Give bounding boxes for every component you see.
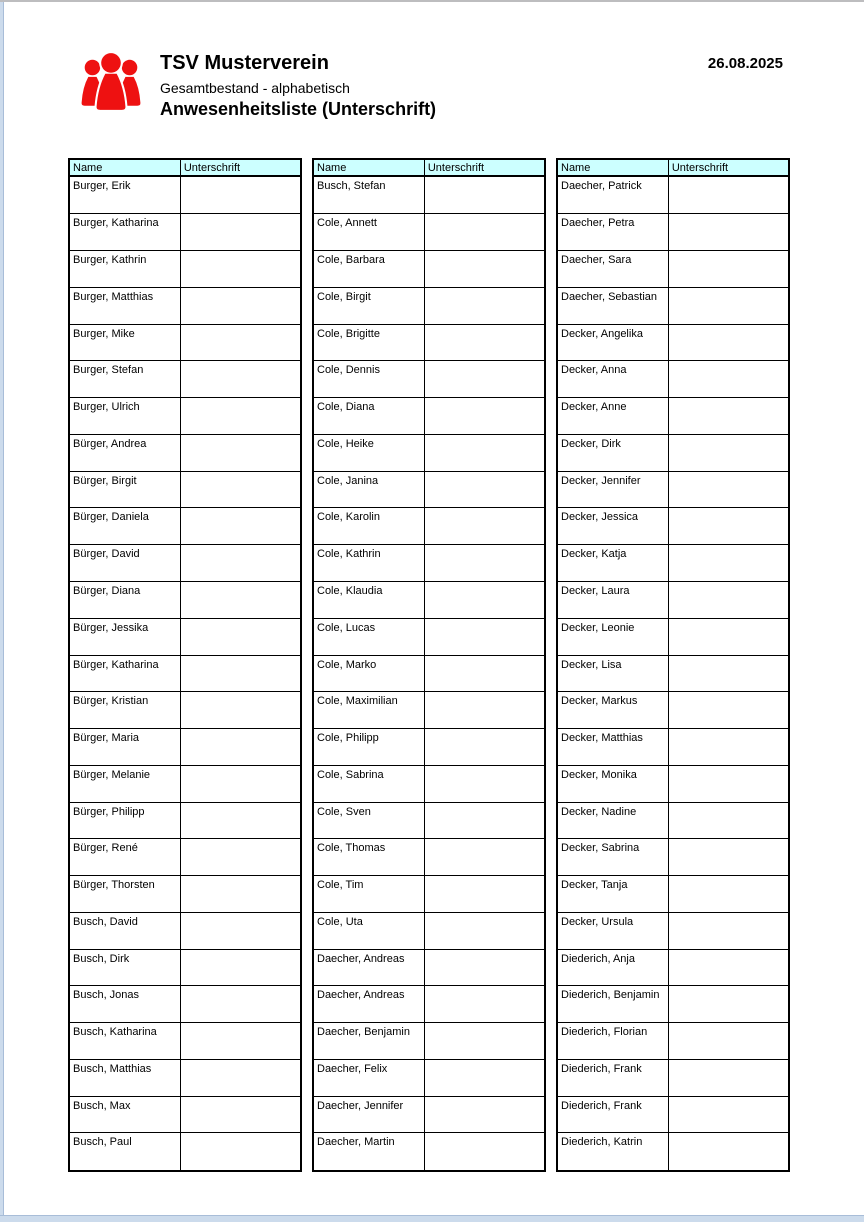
member-name-cell: Decker, Ursula: [557, 912, 668, 949]
member-name-cell: Bürger, Thorsten: [69, 876, 180, 913]
signature-cell: [424, 618, 545, 655]
table-row: [557, 839, 789, 876]
member-name-cell: Cole, Philipp: [313, 729, 424, 766]
member-name-cell: Cole, Karolin: [313, 508, 424, 545]
table-row: [557, 876, 789, 913]
member-name-cell: Bürger, Kristian: [69, 692, 180, 729]
signature-cell: [424, 1096, 545, 1133]
table-row: [313, 729, 545, 766]
member-name-cell: Cole, Barbara: [313, 251, 424, 288]
table-row: [557, 214, 789, 251]
table-row: [69, 1096, 301, 1133]
signature-cell: [668, 949, 789, 986]
table-row: [557, 361, 789, 398]
member-name-cell: Daecher, Benjamin: [313, 1023, 424, 1060]
signature-cell: [424, 765, 545, 802]
table-row: [557, 508, 789, 545]
table-row: [69, 471, 301, 508]
table-row: [557, 949, 789, 986]
member-name-cell: Cole, Diana: [313, 398, 424, 435]
table-row: [313, 802, 545, 839]
member-name-cell: Burger, Matthias: [69, 287, 180, 324]
signature-cell: [424, 508, 545, 545]
signature-cell: [180, 692, 301, 729]
table-row: [313, 655, 545, 692]
table-row: [313, 176, 545, 214]
table-row: [313, 1096, 545, 1133]
member-name-cell: Cole, Annett: [313, 214, 424, 251]
member-name-cell: Burger, Stefan: [69, 361, 180, 398]
table-row: [313, 876, 545, 913]
signature-cell: [424, 582, 545, 619]
member-name-cell: Decker, Nadine: [557, 802, 668, 839]
signature-cell: [180, 618, 301, 655]
signature-cell: [180, 765, 301, 802]
member-name-cell: Decker, Jessica: [557, 508, 668, 545]
member-name-cell: Cole, Tim: [313, 876, 424, 913]
member-name-cell: Busch, Max: [69, 1096, 180, 1133]
table-row: [313, 287, 545, 324]
signature-cell: [668, 251, 789, 288]
table-row: [313, 324, 545, 361]
table-row: [69, 618, 301, 655]
signature-cell: [424, 324, 545, 361]
signature-cell: [424, 214, 545, 251]
signature-cell: [424, 655, 545, 692]
signature-cell: [668, 655, 789, 692]
member-name-cell: Daecher, Petra: [557, 214, 668, 251]
signature-cell: [668, 692, 789, 729]
member-name-cell: Cole, Brigitte: [313, 324, 424, 361]
table-row: [557, 1133, 789, 1171]
signature-cell: [668, 729, 789, 766]
signature-column-header: Unterschrift: [668, 159, 789, 176]
report-subtitle: Gesamtbestand - alphabetisch: [160, 80, 350, 96]
attendance-table: [68, 158, 302, 1172]
member-name-cell: Decker, Leonie: [557, 618, 668, 655]
member-name-cell: Decker, Sabrina: [557, 839, 668, 876]
club-name: TSV Musterverein: [160, 52, 329, 74]
signature-cell: [668, 912, 789, 949]
member-name-cell: Burger, Kathrin: [69, 251, 180, 288]
signature-cell: [668, 1059, 789, 1096]
member-name-cell: Bürger, René: [69, 839, 180, 876]
member-name-cell: Daecher, Sebastian: [557, 287, 668, 324]
table-row: [557, 582, 789, 619]
member-name-cell: Decker, Katja: [557, 545, 668, 582]
member-name-cell: Cole, Marko: [313, 655, 424, 692]
signature-cell: [668, 1133, 789, 1171]
member-name-cell: Busch, Jonas: [69, 986, 180, 1023]
table-row: [69, 839, 301, 876]
signature-cell: [180, 287, 301, 324]
signature-cell: [180, 324, 301, 361]
signature-cell: [180, 176, 301, 214]
table-row: [69, 876, 301, 913]
member-name-cell: Daecher, Felix: [313, 1059, 424, 1096]
member-name-cell: Burger, Katharina: [69, 214, 180, 251]
table-row: [313, 471, 545, 508]
window-top-edge: [0, 0, 864, 2]
table-row: [69, 176, 301, 214]
table-row: [313, 508, 545, 545]
member-name-cell: Bürger, Birgit: [69, 471, 180, 508]
signature-cell: [668, 508, 789, 545]
table-row: [69, 508, 301, 545]
attendance-table: [556, 158, 790, 1172]
signature-cell: [180, 1096, 301, 1133]
signature-cell: [180, 471, 301, 508]
table-header-row: [557, 159, 789, 176]
table-row: [557, 692, 789, 729]
member-name-cell: Cole, Sven: [313, 802, 424, 839]
signature-cell: [424, 839, 545, 876]
signature-cell: [180, 876, 301, 913]
member-name-cell: Burger, Erik: [69, 176, 180, 214]
table-row: [557, 986, 789, 1023]
member-name-cell: Daecher, Patrick: [557, 176, 668, 214]
table-row: [557, 1023, 789, 1060]
table-row: [557, 471, 789, 508]
member-name-cell: Cole, Thomas: [313, 839, 424, 876]
member-name-cell: Cole, Maximilian: [313, 692, 424, 729]
signature-cell: [424, 398, 545, 435]
member-name-cell: Busch, Paul: [69, 1133, 180, 1171]
signature-cell: [180, 361, 301, 398]
member-name-cell: Decker, Matthias: [557, 729, 668, 766]
member-name-cell: Cole, Lucas: [313, 618, 424, 655]
table-row: [69, 287, 301, 324]
signature-cell: [424, 949, 545, 986]
table-row: [557, 176, 789, 214]
member-name-cell: Bürger, Philipp: [69, 802, 180, 839]
member-name-cell: Diederich, Katrin: [557, 1133, 668, 1171]
signature-cell: [668, 802, 789, 839]
attendance-tables: [68, 158, 790, 1172]
name-column-header: Name: [313, 159, 424, 176]
signature-cell: [668, 214, 789, 251]
table-row: [313, 545, 545, 582]
member-name-cell: Decker, Anna: [557, 361, 668, 398]
member-name-cell: Diederich, Frank: [557, 1059, 668, 1096]
member-name-cell: Decker, Anne: [557, 398, 668, 435]
signature-cell: [668, 361, 789, 398]
table-row: [69, 1133, 301, 1171]
signature-cell: [424, 1059, 545, 1096]
member-name-cell: Bürger, Melanie: [69, 765, 180, 802]
member-name-cell: Cole, Klaudia: [313, 582, 424, 619]
signature-cell: [180, 1023, 301, 1060]
table-row: [557, 287, 789, 324]
member-name-cell: Diederich, Anja: [557, 949, 668, 986]
signature-cell: [180, 508, 301, 545]
signature-cell: [424, 912, 545, 949]
table-row: [313, 692, 545, 729]
table-row: [557, 618, 789, 655]
table-row: [557, 765, 789, 802]
table-row: [313, 434, 545, 471]
signature-cell: [424, 802, 545, 839]
table-row: [557, 434, 789, 471]
member-name-cell: Cole, Birgit: [313, 287, 424, 324]
member-name-cell: Busch, David: [69, 912, 180, 949]
table-row: [557, 398, 789, 435]
member-name-cell: Bürger, Andrea: [69, 434, 180, 471]
member-name-cell: Bürger, Jessika: [69, 618, 180, 655]
member-name-cell: Daecher, Andreas: [313, 986, 424, 1023]
table-row: [557, 802, 789, 839]
table-row: [69, 324, 301, 361]
signature-cell: [424, 692, 545, 729]
signature-cell: [668, 545, 789, 582]
signature-cell: [180, 251, 301, 288]
signature-cell: [424, 434, 545, 471]
table-row: [313, 839, 545, 876]
member-name-cell: Bürger, Diana: [69, 582, 180, 619]
signature-cell: [668, 986, 789, 1023]
table-row: [69, 986, 301, 1023]
table-row: [313, 398, 545, 435]
table-row: [557, 912, 789, 949]
signature-cell: [668, 324, 789, 361]
member-name-cell: Decker, Angelika: [557, 324, 668, 361]
table-row: [313, 949, 545, 986]
table-row: [557, 655, 789, 692]
table-row: [69, 655, 301, 692]
signature-cell: [424, 729, 545, 766]
signature-cell: [424, 1023, 545, 1060]
signature-cell: [180, 214, 301, 251]
table-header-row: [313, 159, 545, 176]
signature-cell: [180, 398, 301, 435]
title-block: [160, 50, 436, 120]
table-row: [557, 1059, 789, 1096]
table-row: [69, 398, 301, 435]
table-row: [313, 986, 545, 1023]
member-name-cell: Decker, Lisa: [557, 655, 668, 692]
signature-cell: [668, 398, 789, 435]
table-row: [313, 251, 545, 288]
table-row: [557, 251, 789, 288]
member-name-cell: Cole, Heike: [313, 434, 424, 471]
table-row: [557, 545, 789, 582]
signature-cell: [424, 471, 545, 508]
table-row: [69, 1023, 301, 1060]
member-name-cell: Daecher, Jennifer: [313, 1096, 424, 1133]
member-name-cell: Bürger, Katharina: [69, 655, 180, 692]
member-name-cell: Decker, Dirk: [557, 434, 668, 471]
signature-cell: [180, 1133, 301, 1171]
table-row: [313, 1059, 545, 1096]
signature-cell: [668, 1023, 789, 1060]
signature-cell: [424, 545, 545, 582]
table-row: [69, 434, 301, 471]
table-row: [69, 765, 301, 802]
table-row: [557, 729, 789, 766]
document-title: Anwesenheitsliste (Unterschrift): [160, 99, 437, 119]
signature-column-header: Unterschrift: [180, 159, 301, 176]
signature-cell: [668, 471, 789, 508]
signature-cell: [668, 434, 789, 471]
member-name-cell: Bürger, Maria: [69, 729, 180, 766]
member-name-cell: Bürger, David: [69, 545, 180, 582]
signature-cell: [180, 545, 301, 582]
table-row: [69, 361, 301, 398]
member-name-cell: Burger, Ulrich: [69, 398, 180, 435]
window-bottom-edge: [0, 1215, 864, 1222]
member-name-cell: Cole, Janina: [313, 471, 424, 508]
signature-cell: [180, 655, 301, 692]
member-name-cell: Daecher, Sara: [557, 251, 668, 288]
table-header-row: [69, 159, 301, 176]
name-column-header: Name: [69, 159, 180, 176]
table-row: [69, 802, 301, 839]
signature-cell: [424, 251, 545, 288]
member-name-cell: Busch, Katharina: [69, 1023, 180, 1060]
member-name-cell: Burger, Mike: [69, 324, 180, 361]
signature-cell: [668, 1096, 789, 1133]
member-name-cell: Diederich, Frank: [557, 1096, 668, 1133]
table-row: [313, 1133, 545, 1171]
signature-cell: [668, 765, 789, 802]
signature-cell: [424, 176, 545, 214]
table-row: [313, 618, 545, 655]
signature-cell: [424, 287, 545, 324]
table-row: [313, 214, 545, 251]
member-name-cell: Decker, Markus: [557, 692, 668, 729]
table-row: [69, 912, 301, 949]
signature-cell: [180, 949, 301, 986]
signature-cell: [424, 1133, 545, 1171]
member-name-cell: Diederich, Benjamin: [557, 986, 668, 1023]
table-row: [69, 251, 301, 288]
table-row: [69, 545, 301, 582]
attendance-table: [312, 158, 546, 1172]
table-row: [69, 1059, 301, 1096]
member-name-cell: Cole, Dennis: [313, 361, 424, 398]
signature-cell: [180, 434, 301, 471]
signature-cell: [668, 876, 789, 913]
table-row: [557, 1096, 789, 1133]
signature-column-header: Unterschrift: [424, 159, 545, 176]
signature-cell: [668, 176, 789, 214]
signature-cell: [180, 986, 301, 1023]
table-row: [69, 949, 301, 986]
table-row: [69, 582, 301, 619]
table-row: [69, 692, 301, 729]
member-name-cell: Decker, Monika: [557, 765, 668, 802]
member-name-cell: Cole, Sabrina: [313, 765, 424, 802]
signature-cell: [180, 839, 301, 876]
member-name-cell: Daecher, Martin: [313, 1133, 424, 1171]
member-name-cell: Decker, Jennifer: [557, 471, 668, 508]
member-name-cell: Decker, Tanja: [557, 876, 668, 913]
club-logo-icon: [78, 50, 144, 116]
member-name-cell: Cole, Kathrin: [313, 545, 424, 582]
table-row: [313, 361, 545, 398]
table-row: [69, 214, 301, 251]
signature-cell: [424, 986, 545, 1023]
signature-cell: [668, 839, 789, 876]
member-name-cell: Daecher, Andreas: [313, 949, 424, 986]
table-row: [557, 324, 789, 361]
signature-cell: [424, 361, 545, 398]
table-row: [313, 765, 545, 802]
member-name-cell: Cole, Uta: [313, 912, 424, 949]
signature-cell: [180, 802, 301, 839]
member-name-cell: Decker, Laura: [557, 582, 668, 619]
table-row: [313, 912, 545, 949]
window-left-edge: [0, 2, 4, 1222]
signature-cell: [424, 876, 545, 913]
page-header: [78, 50, 783, 120]
name-column-header: Name: [557, 159, 668, 176]
report-date: 26.08.2025: [707, 55, 783, 72]
member-name-cell: Diederich, Florian: [557, 1023, 668, 1060]
signature-cell: [180, 729, 301, 766]
signature-cell: [668, 287, 789, 324]
signature-cell: [668, 582, 789, 619]
member-name-cell: Busch, Matthias: [69, 1059, 180, 1096]
signature-cell: [180, 582, 301, 619]
member-name-cell: Bürger, Daniela: [69, 508, 180, 545]
signature-cell: [668, 618, 789, 655]
member-name-cell: Busch, Stefan: [313, 176, 424, 214]
member-name-cell: Busch, Dirk: [69, 949, 180, 986]
signature-cell: [180, 912, 301, 949]
table-row: [313, 1023, 545, 1060]
signature-cell: [180, 1059, 301, 1096]
table-row: [313, 582, 545, 619]
table-row: [69, 729, 301, 766]
